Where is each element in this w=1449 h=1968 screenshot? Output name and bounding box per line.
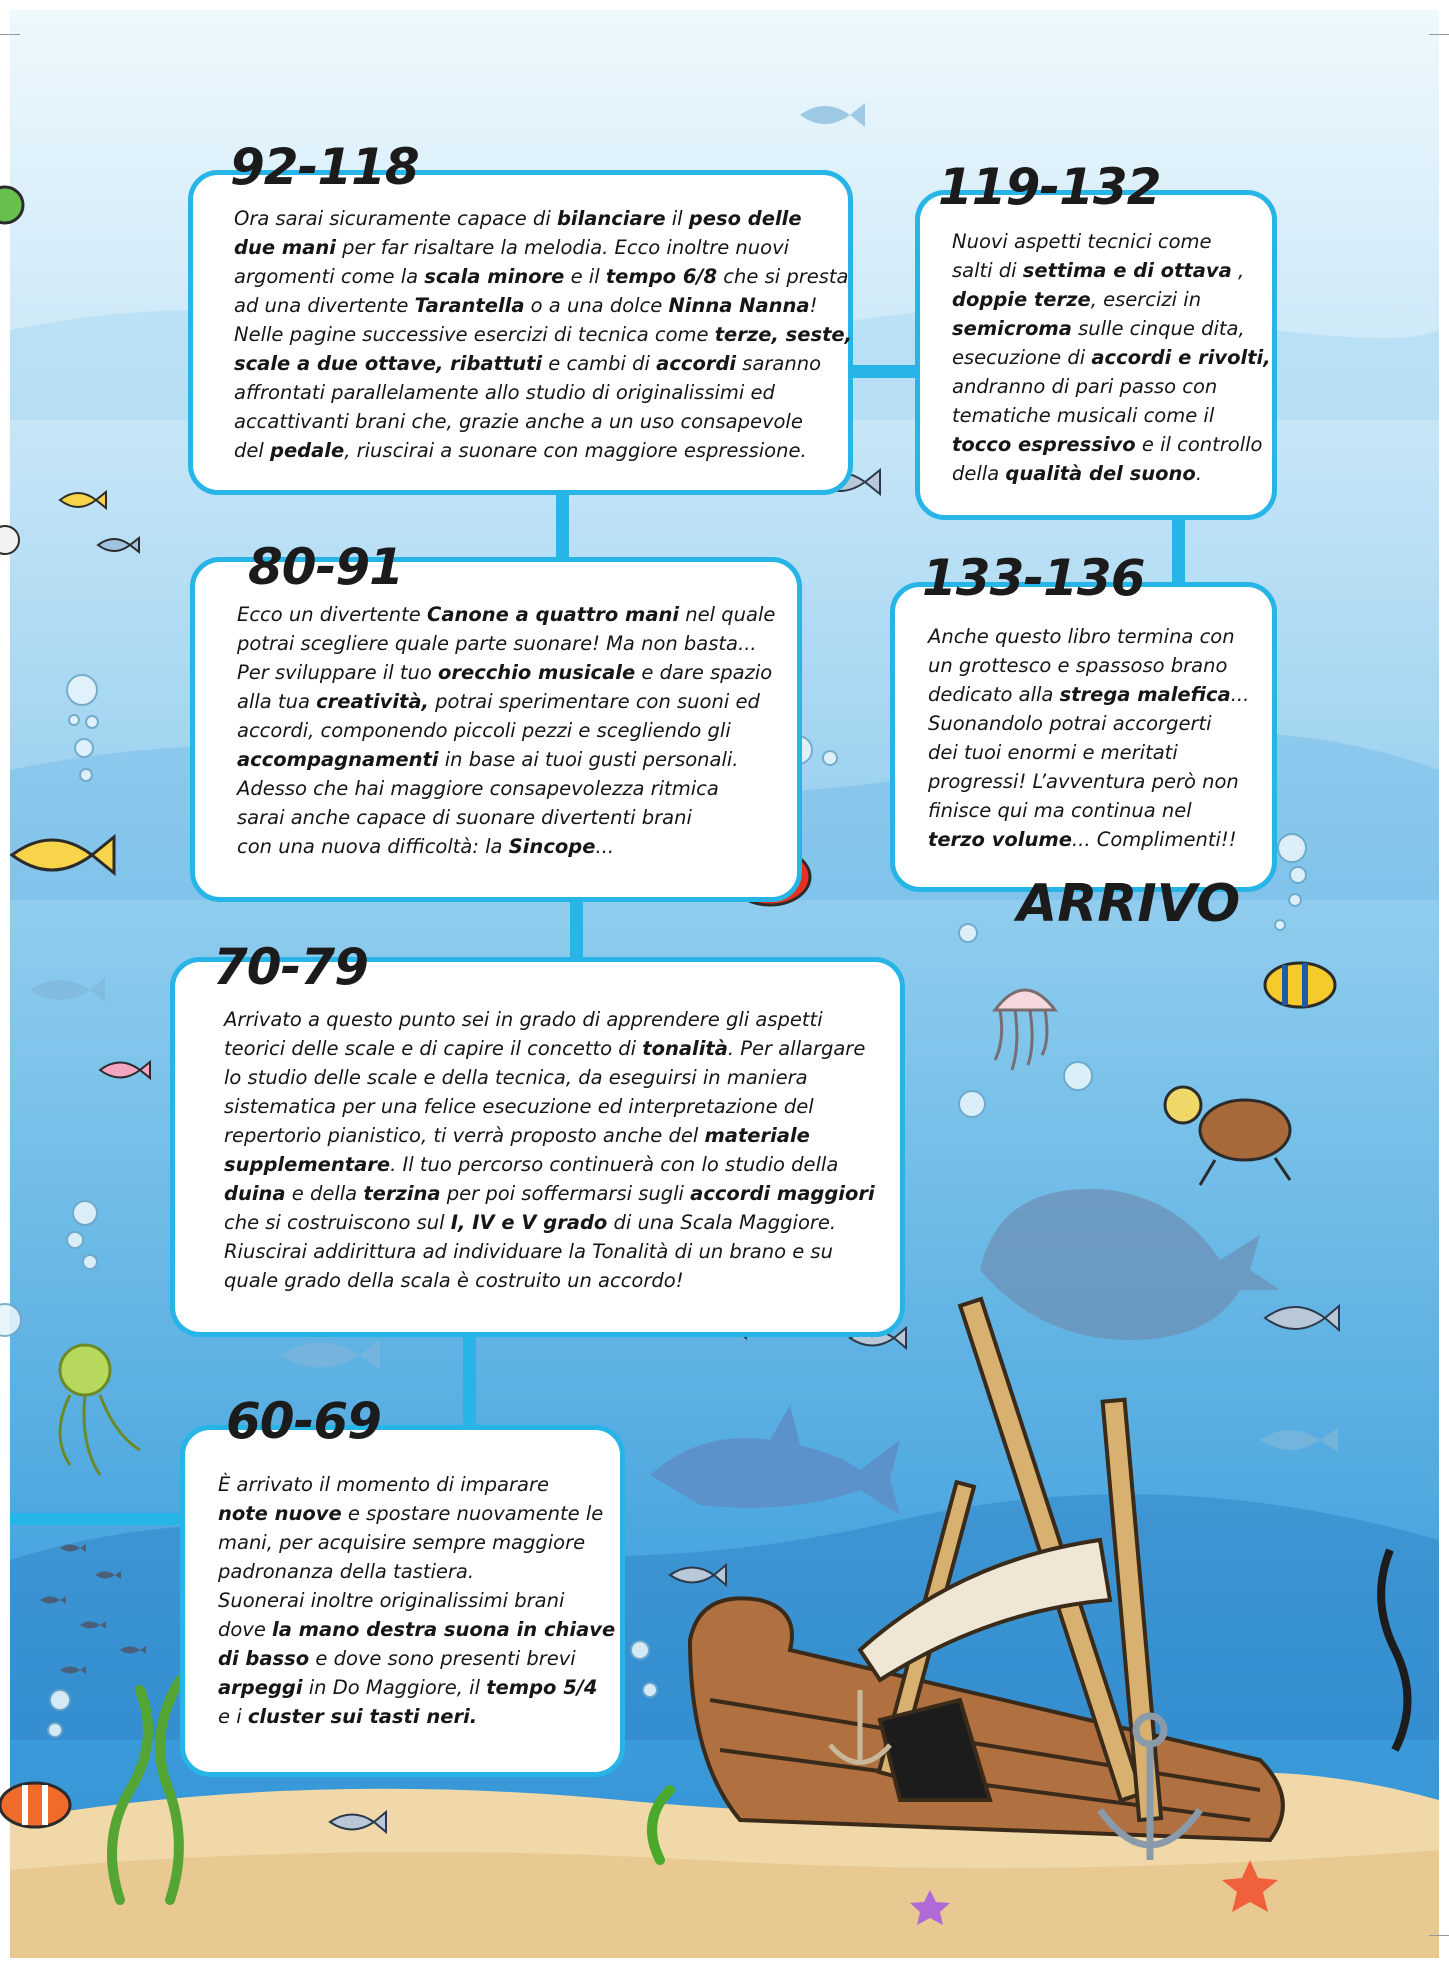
text-line (224, 1092, 875, 1121)
text-run: e cambi di (542, 352, 657, 375)
text-run: di una Scala Maggiore. (607, 1211, 837, 1234)
text-run: ... Complimenti!! (1071, 828, 1237, 851)
text-line (234, 233, 852, 262)
text-line (928, 651, 1249, 680)
text-run: dei tuoi enormi e meritati (928, 741, 1178, 764)
bold-text: tocco espressivo (952, 433, 1136, 456)
text-line (234, 349, 852, 378)
text-line (218, 1557, 615, 1586)
text-run: nel quale (679, 603, 776, 626)
bold-text: accordi (656, 352, 737, 375)
text-line (224, 1237, 875, 1266)
text-run: Nuovi aspetti tecnici come (952, 230, 1212, 253)
text-run: e della (285, 1182, 364, 1205)
text-run: in base ai tuoi gusti personali. (438, 748, 739, 771)
text-line (218, 1673, 615, 1702)
text-run: Riuscirai addirittura ad individuare la Tonalità di un brano e su (224, 1240, 833, 1263)
text-run: Arrivato a questo punto sei in grado di apprendere gli aspetti (224, 1008, 823, 1031)
text-line (928, 622, 1249, 651)
bold-text: strega malefica (1059, 683, 1231, 706)
bold-text: tempo 5/4 (486, 1676, 598, 1699)
text-run: ! (809, 294, 818, 317)
section-text (928, 622, 1249, 854)
fish-icon (0, 1783, 70, 1827)
text-run: repertorio pianistico, ti verrà proposto anche del (224, 1124, 705, 1147)
text-run: saranno (736, 352, 822, 375)
text-run: il (665, 207, 689, 230)
text-run: padronanza della tastiera. (218, 1560, 475, 1583)
bold-text: accompagnamenti (237, 748, 439, 771)
bold-text: due mani (234, 236, 336, 259)
bold-text: bilanciare (556, 207, 666, 230)
bold-text: accordi maggiori (690, 1182, 875, 1205)
text-run: potrai scegliere quale parte suonare! Ma non basta... (237, 632, 757, 655)
text-run: Adesso che hai maggiore consapevolezza ritmica (237, 777, 719, 800)
text-run: e dove sono presenti brevi (309, 1647, 576, 1670)
bold-text: settima e di ottava (1022, 259, 1232, 282)
text-run: . Il tuo percorso continuerà con lo studio della (390, 1153, 839, 1176)
bold-text: duina (224, 1182, 286, 1205)
section-text (234, 204, 852, 465)
text-run: dedicato alla (928, 683, 1060, 706)
text-run: sulle cinque dita, (1071, 317, 1245, 340)
text-line (928, 709, 1249, 738)
section-range: 70-79 (213, 938, 368, 996)
text-line (234, 436, 852, 465)
text-line (237, 687, 775, 716)
section-text (224, 1005, 875, 1295)
text-run: che si costruiscono sul (224, 1211, 451, 1234)
text-line (237, 745, 775, 774)
bold-text: tempo 6/8 (605, 265, 718, 288)
text-line (224, 1063, 875, 1092)
bold-text: di basso (218, 1647, 310, 1670)
bold-text: terze, seste, (714, 323, 853, 346)
text-line (952, 285, 1271, 314)
text-line (218, 1702, 615, 1731)
text-run: È arrivato il momento di imparare (218, 1473, 549, 1496)
text-run: Anche questo libro termina con (928, 625, 1235, 648)
text-line (237, 803, 775, 832)
text-run: affrontati parallelamente allo studio di originalissimi ed (234, 381, 775, 404)
text-line (224, 1034, 875, 1063)
bold-text: Canone a quattro mani (427, 603, 680, 626)
text-run: salti di (952, 259, 1023, 282)
text-run: e il controllo (1135, 433, 1263, 456)
text-line (237, 600, 775, 629)
text-line (928, 680, 1249, 709)
text-run: , (1231, 259, 1245, 282)
text-line (952, 459, 1271, 488)
text-run: o a una dolce (524, 294, 669, 317)
text-line (218, 1499, 615, 1528)
section-text (952, 227, 1271, 488)
bold-text: semicroma (952, 317, 1072, 340)
text-run: quale grado della scala è costruito un accordo! (224, 1269, 684, 1292)
text-run: alla tua (237, 690, 317, 713)
text-run: accordi, componendo piccoli pezzi e scegliendo gli (237, 719, 731, 742)
text-line (928, 767, 1249, 796)
text-run: dove (218, 1618, 273, 1641)
text-run: Per sviluppare il tuo (237, 661, 438, 684)
bold-text: Tarantella (414, 294, 525, 317)
section-range: 119-132 (938, 158, 1161, 216)
section-range: 92-118 (230, 138, 419, 196)
text-line (952, 227, 1271, 256)
text-run: per poi soffermarsi sugli (440, 1182, 691, 1205)
crop-mark (1429, 34, 1449, 35)
bold-text: la mano destra suona in chiave (272, 1618, 616, 1641)
text-line (224, 1150, 875, 1179)
text-run: finisce qui ma continua nel (928, 799, 1192, 822)
text-line (237, 774, 775, 803)
text-line (224, 1266, 875, 1295)
text-run: della (952, 462, 1006, 485)
text-run: ad una divertente (234, 294, 415, 317)
text-line (218, 1470, 615, 1499)
text-line (952, 314, 1271, 343)
bold-text: qualità del suono (1005, 462, 1196, 485)
text-run: . Per allargare (727, 1037, 866, 1060)
text-line (952, 343, 1271, 372)
text-line (218, 1644, 615, 1673)
text-line (237, 658, 775, 687)
text-run: Ecco un divertente (237, 603, 428, 626)
text-run: esecuzione di (952, 346, 1092, 369)
text-run: ... (595, 835, 615, 858)
text-line (928, 825, 1249, 854)
text-line (234, 320, 852, 349)
text-line (952, 256, 1271, 285)
text-line (218, 1586, 615, 1615)
text-run: e spostare nuovamente le (341, 1502, 604, 1525)
bold-text: creatività, (316, 690, 429, 713)
section-text (237, 600, 775, 861)
text-run: andranno di pari passo con (952, 375, 1218, 398)
text-run: per far risaltare la melodia. Ecco inoltre nuovi (335, 236, 790, 259)
text-line (234, 262, 852, 291)
bold-text: supplementare (224, 1153, 391, 1176)
bold-text: terzina (363, 1182, 441, 1205)
bold-text: accordi e rivolti, (1091, 346, 1271, 369)
text-line (952, 401, 1271, 430)
text-line (218, 1615, 615, 1644)
text-line (224, 1179, 875, 1208)
text-line (928, 796, 1249, 825)
text-run: Suonandolo potrai accorgerti (928, 712, 1212, 735)
text-run: del (234, 439, 270, 462)
text-run: sistematica per una felice esecuzione ed interpretazione del (224, 1095, 814, 1118)
finish-label: ARRIVO (1017, 874, 1241, 934)
bold-text: cluster sui tasti neri. (247, 1705, 478, 1728)
text-run: progressi! L’avventura però non (928, 770, 1239, 793)
text-line (952, 430, 1271, 459)
text-run: che si presta (717, 265, 849, 288)
bold-text: pedale (270, 439, 345, 462)
text-run: un grottesco e spassoso brano (928, 654, 1228, 677)
text-run: sarai anche capace di suonare divertenti brani (237, 806, 692, 829)
text-run: Ora sarai sicuramente capace di (234, 207, 557, 230)
text-run: e dare spazio (635, 661, 773, 684)
bold-text: scale a due ottave, ribattuti (234, 352, 543, 375)
bold-text: arpeggi (218, 1676, 303, 1699)
section-range: 133-136 (922, 549, 1145, 607)
bold-text: doppie terze (952, 288, 1091, 311)
crop-mark (1429, 1935, 1449, 1936)
text-line (218, 1528, 615, 1557)
bold-text: materiale (704, 1124, 810, 1147)
bold-text: Sincope (508, 835, 596, 858)
text-run: in Do Maggiore, il (302, 1676, 487, 1699)
text-line (237, 629, 775, 658)
fish-icon (1265, 963, 1335, 1007)
text-line (237, 716, 775, 745)
text-run: potrai sperimentare con suoni ed (428, 690, 760, 713)
text-run: con una nuova difficoltà: la (237, 835, 509, 858)
text-line (234, 407, 852, 436)
text-line (234, 378, 852, 407)
text-run: e il (564, 265, 606, 288)
section-range: 80-91 (248, 538, 403, 596)
text-run: Nelle pagine successive esercizi di tecnica come (234, 323, 715, 346)
text-run: , esercizi in (1090, 288, 1202, 311)
section-text (218, 1470, 615, 1731)
text-run: Suonerai inoltre originalissimi brani (218, 1589, 565, 1612)
bold-text: scala minore (424, 265, 565, 288)
text-run: tematiche musicali come il (952, 404, 1215, 427)
text-run: teorici delle scale e di capire il concetto di (224, 1037, 643, 1060)
text-line (952, 372, 1271, 401)
bold-text: peso delle (688, 207, 802, 230)
bold-text: note nuove (218, 1502, 342, 1525)
text-line (234, 291, 852, 320)
text-line (234, 204, 852, 233)
section-range: 60-69 (226, 1392, 381, 1450)
text-run: mani, per acquisire sempre maggiore (218, 1531, 586, 1554)
bold-text: terzo volume (928, 828, 1072, 851)
bold-text: tonalità (642, 1037, 728, 1060)
text-run: accattivanti brani che, grazie anche a un uso consapevole (234, 410, 803, 433)
text-run: argomenti come la (234, 265, 425, 288)
text-run: lo studio delle scale e della tecnica, da eseguirsi in maniera (224, 1066, 808, 1089)
text-line (224, 1208, 875, 1237)
text-run: ... (1230, 683, 1250, 706)
bold-text: Ninna Nanna (668, 294, 810, 317)
bold-text: orecchio musicale (437, 661, 636, 684)
crop-mark (0, 34, 20, 35)
text-line (237, 832, 775, 861)
text-line (224, 1005, 875, 1034)
text-run: . (1195, 462, 1203, 485)
bold-text: I, IV e V grado (450, 1211, 608, 1234)
text-line (224, 1121, 875, 1150)
text-line (928, 738, 1249, 767)
text-run: e i (218, 1705, 248, 1728)
text-run: , riuscirai a suonare con maggiore espressione. (344, 439, 807, 462)
